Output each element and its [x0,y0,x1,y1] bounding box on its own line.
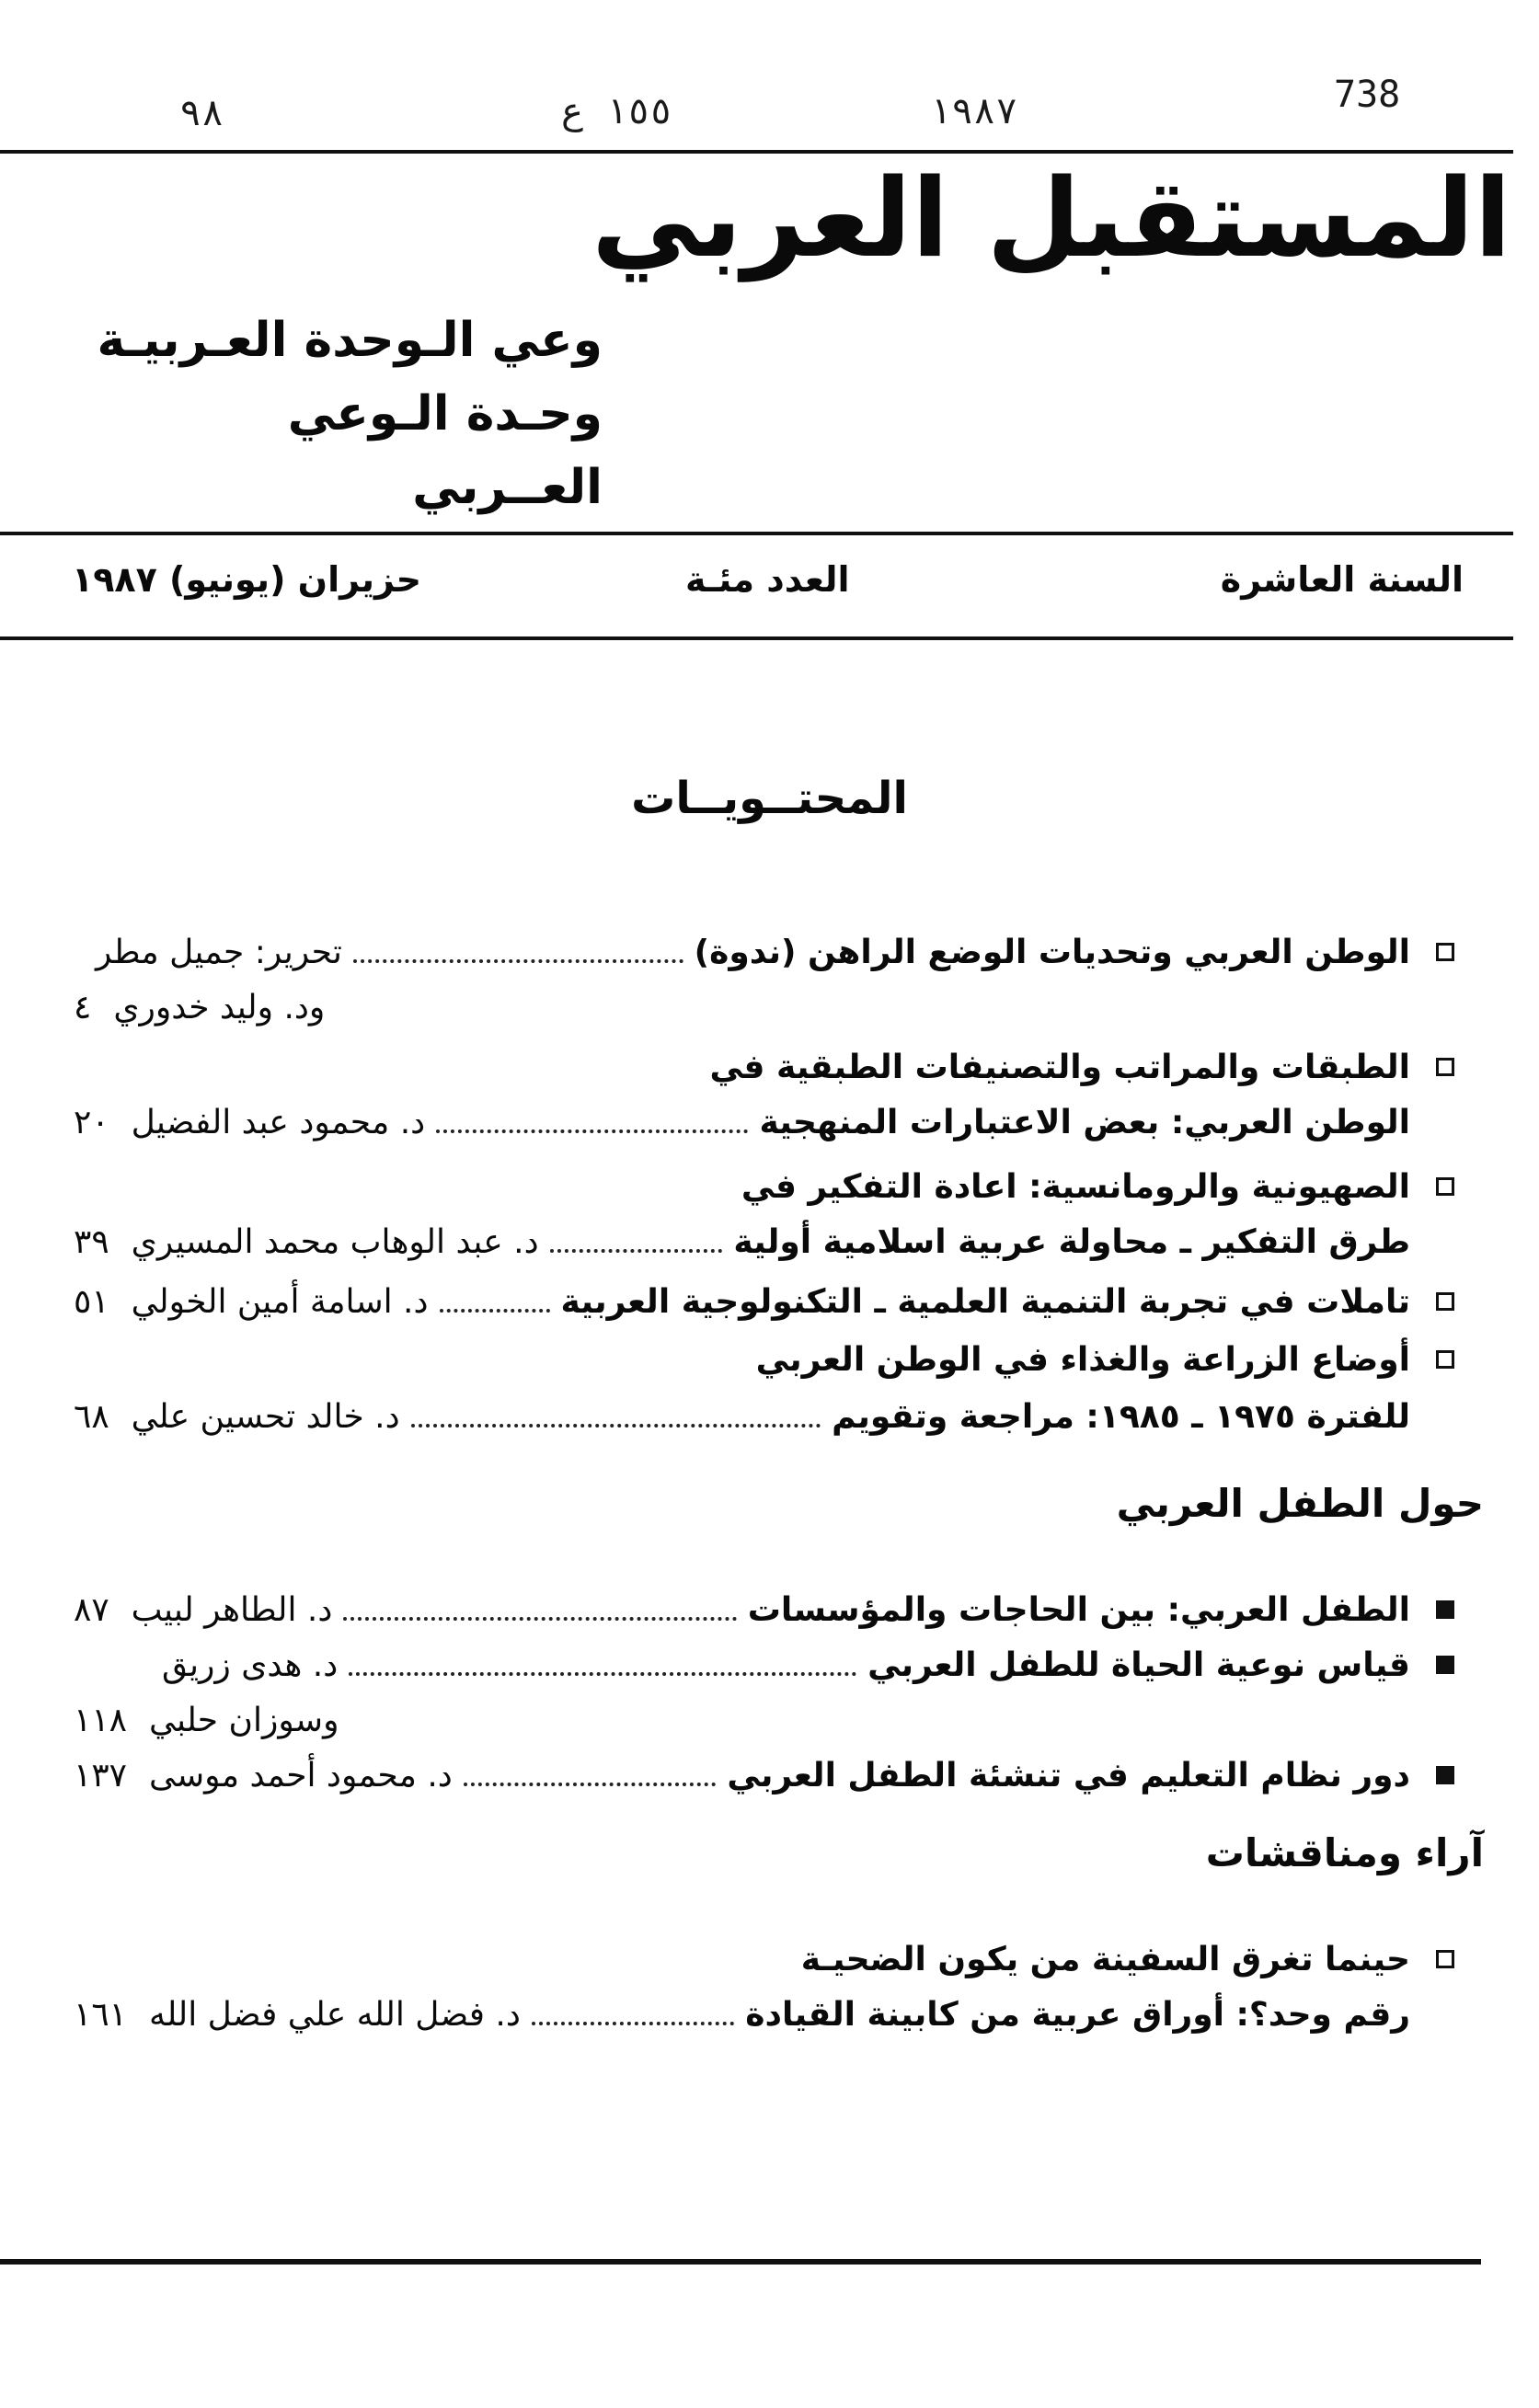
issue-rule-bottom [0,636,1513,640]
toc-entry-line[interactable]: للفترة ١٩٧٥ ـ ١٩٨٥: مراجعة وتقويم د. خالد تحسين علي ٦٨ [74,1397,1410,1436]
handwritten-year: ١٩٨٧ [929,90,1018,132]
leader-dots [349,1672,856,1676]
toc-entry-line[interactable]: دور نظام التعليم في تنشئة الطفل العربي د. محمود أحمد موسى ١٣٧ [74,1756,1410,1795]
leader-dots [440,1309,550,1313]
handwritten-number: ٩٨ [179,92,224,134]
hollow-square-bullet [1436,1950,1454,1968]
leader-dots [353,959,683,963]
leader-dots [343,1617,736,1621]
issue-date: حزيران (يونيو) ١٩٨٧ [72,559,422,600]
toc-entry-line[interactable]: الطفل العربي: بين الحاجات والمؤسسات د. الطاهر لبيب ٨٧ [74,1590,1410,1629]
hollow-square-bullet [1436,1058,1454,1076]
toc-entry-line[interactable]: وسوزان حلبي ١١٨ [74,1701,339,1739]
journal-masthead: المستقبل العربي [591,155,1511,281]
slogan [87,304,603,524]
issue-year: السنة العاشرة [1220,559,1464,600]
toc-entry-line[interactable]: الصهيونية والرومانسية: اعادة التفكير في [741,1167,1410,1206]
toc-entry-line[interactable]: الوطن العربي: بعض الاعتبارات المنهجية د. محمود عبد الفضيل ٢٠ [74,1103,1410,1141]
slogan-line-2: وحـدة الـوعي العــربي [287,386,603,515]
hollow-square-bullet [1436,1292,1454,1311]
bottom-rule [0,2259,1481,2265]
toc-entry-line[interactable]: طرق التفكير ـ محاولة عربية اسلامية أولية د. عبد الوهاب محمد المسيري ٣٩ [74,1222,1410,1261]
toc-entry-line[interactable]: رقم وحد؟: أوراق عربية من كابينة القيادة د. فضل الله علي فضل الله ١٦١ [74,1995,1410,2034]
top-rule [0,150,1513,154]
hollow-square-bullet [1436,1350,1454,1369]
leader-dots [464,1783,717,1786]
slogan-line-1: وعي الـوحدة العـربيـة [97,313,603,368]
section-heading-opinions: آراء ومناقشات [1205,1830,1484,1875]
handwritten-code: 738 [1334,74,1401,116]
issue-rule-top [0,532,1513,535]
toc-entry-line[interactable]: ود. وليد خدوري ٤ [74,988,326,1026]
filled-square-bullet [1436,1600,1454,1619]
toc-title: المحتــويــات [631,773,908,824]
leader-dots [550,1249,723,1253]
leader-dots [411,1424,821,1428]
hollow-square-bullet [1436,943,1454,961]
toc-entry-line[interactable]: تاملات في تجربة التنمية العلمية ـ التكنولوجية العربية د. اسامة أمين الخولي ٥١ [74,1282,1410,1321]
handwritten-issue-mark: ١٥٥ ع [561,90,672,132]
issue-number: العدد مئـة [685,559,850,600]
filled-square-bullet [1436,1656,1454,1674]
leader-dots [436,1129,748,1133]
section-heading-child: حول الطفل العربي [1116,1481,1484,1526]
toc-entry-line[interactable]: أوضاع الزراعة والغذاء في الوطن العربي [755,1340,1410,1379]
filled-square-bullet [1436,1766,1454,1784]
toc-entry-line[interactable]: قياس نوعية الحياة للطفل العربي د. هدى زريق [162,1645,1410,1684]
leader-dots [532,2022,734,2025]
toc-entry-line[interactable]: حينما تغرق السفينة من يكون الضحيـة [800,1940,1410,1978]
toc-entry-line[interactable]: الوطن العربي وتحديات الوضع الراهن (ندوة) تحرير: جميل مطر [96,933,1410,971]
toc-entry-line[interactable]: الطبقات والمراتب والتصنيفات الطبقية في [709,1048,1410,1086]
hollow-square-bullet [1436,1177,1454,1196]
